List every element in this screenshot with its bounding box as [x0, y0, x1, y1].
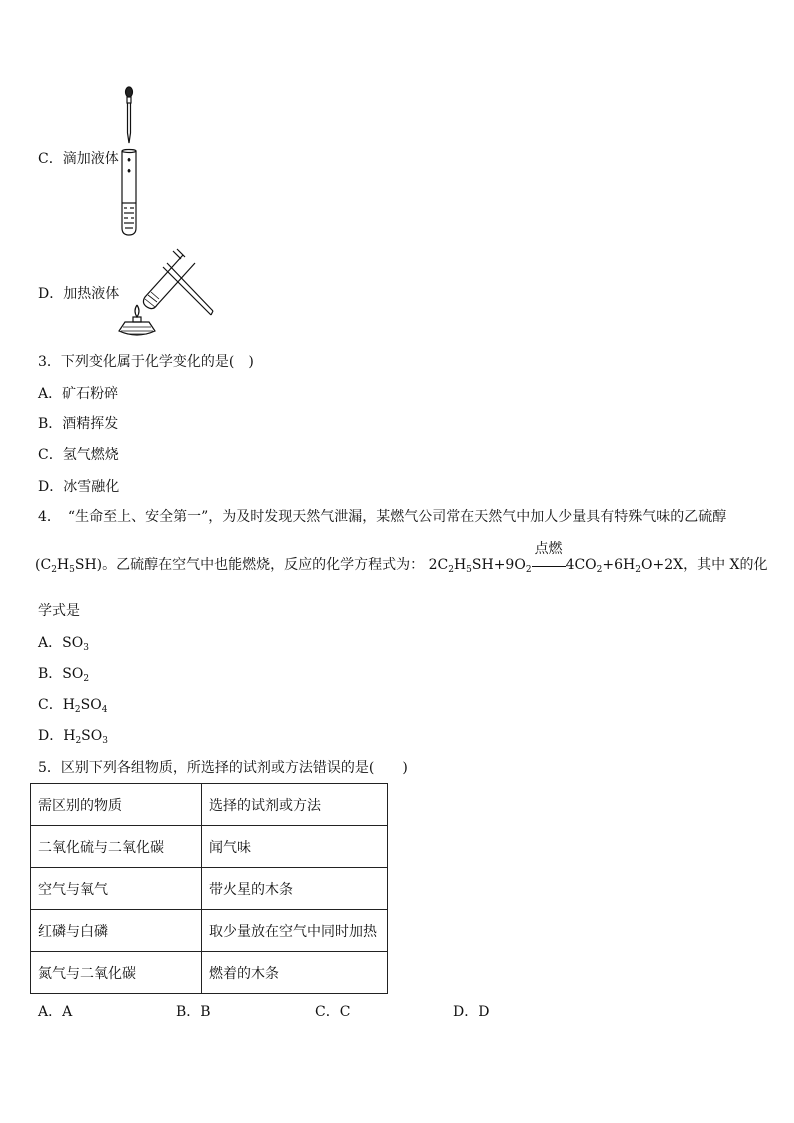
q5-answer-a: A．A: [38, 1004, 73, 1020]
q3-option-c: C．氢气燃烧: [38, 447, 119, 463]
table-row: [31, 910, 388, 952]
q2-option-d-label: D．加热液体: [38, 286, 120, 302]
q4-stem-line1: 4． “生命至上、安全第一”，为及时发现天然气泄漏，某燃气公司常在天然气中加人少量具有特殊气味的乙硫醇: [38, 509, 727, 525]
q4-option-a: A．$SO_3$: [38, 635, 89, 653]
q5-stem: 5．区别下列各组物质，所选择的试剂或方法错误的是( ): [38, 760, 408, 776]
q3-option-b: B．酒精挥发: [38, 416, 119, 432]
test-tube-icon: [122, 150, 136, 236]
q3-option-a: A．矿石粉碎: [38, 386, 119, 402]
table-cell: 取少量放在空气中同时加热: [202, 910, 388, 952]
table-header-cell: 需区别的物质: [31, 784, 202, 826]
alcohol-lamp-icon: [119, 305, 155, 335]
q5-answer-b: B．B: [176, 1004, 211, 1020]
reaction-condition: 点燃: [532, 556, 566, 574]
q4-option-d: D．$H_2SO_3$: [38, 728, 108, 746]
q5-answer-d: D．D: [453, 1004, 490, 1020]
heating-liquid-figure: [115, 247, 217, 339]
table-row: [31, 952, 388, 994]
q4-option-b: B．$SO_2$: [38, 666, 90, 684]
table-cell: 红磷与白磷: [31, 910, 202, 952]
q4-option-c: C．$H_2SO_4$: [38, 697, 108, 715]
table-cell: 二氧化硫与二氧化碳: [31, 826, 202, 868]
q2-option-c-label: C．滴加液体: [38, 151, 119, 167]
tilted-test-tube-icon: [143, 255, 195, 309]
dropper-test-tube-figure: [115, 85, 145, 237]
chemical-equation: $2C_2H_5SH+9O_2$ 点燃 $4CO_2+6H_2O+2X$，其中 X的化: [428, 541, 768, 575]
table-cell: 闻气味: [202, 826, 388, 868]
q4-stem-line3: 学式是: [38, 603, 80, 619]
table-row: [31, 826, 388, 868]
table-cell: 燃着的木条: [202, 952, 388, 994]
q3-stem: 3．下列变化属于化学变化的是( ): [38, 354, 254, 370]
q4-stem-line2: $(C_2H_5SH)$。乙硫醇在空气中也能燃烧，反应的化学方程式为： $2C_2H_5SH+9O_2$ 点燃 $4CO_2+6H_2O+2X$，其中 X的化: [35, 541, 768, 575]
q5-answer-c: C．C: [315, 1004, 351, 1020]
test-tube-holder-icon: [163, 249, 213, 315]
table-cell: 空气与氧气: [31, 868, 202, 910]
dropper-icon: [126, 87, 133, 143]
table-cell: 氮气与二氧化碳: [31, 952, 202, 994]
table-header-cell: 选择的试剂或方法: [202, 784, 388, 826]
q3-option-d: D．冰雪融化: [38, 479, 120, 495]
q5-table: [30, 783, 388, 994]
table-cell: 带火星的木条: [202, 868, 388, 910]
table-row: [31, 784, 388, 826]
table-row: [31, 868, 388, 910]
